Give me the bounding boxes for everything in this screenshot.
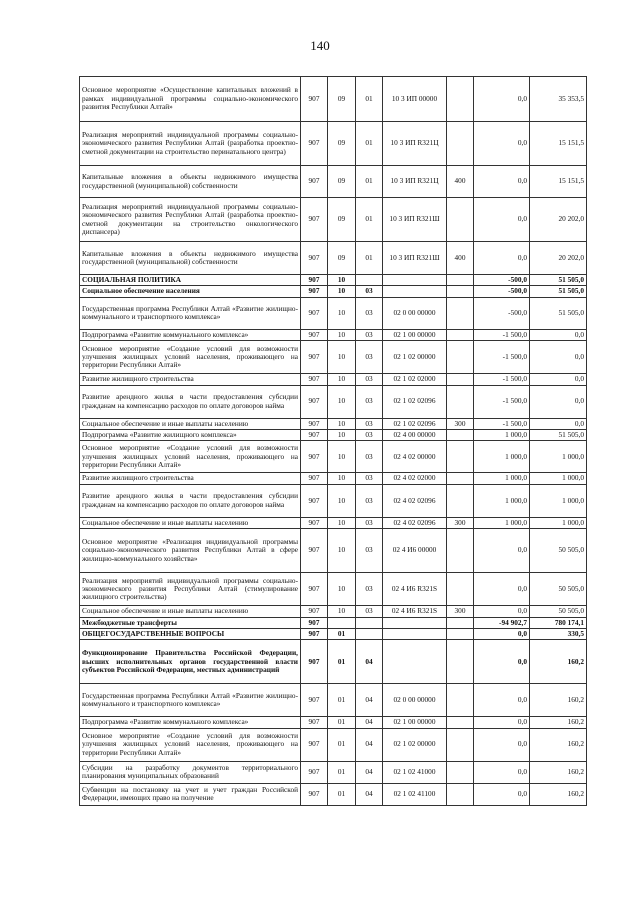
row-name: ОБЩЕГОСУДАРСТВЕННЫЕ ВОПРОСЫ bbox=[80, 628, 301, 639]
target-article: 02 1 02 00000 bbox=[383, 341, 447, 374]
change-amount: -94 902,7 bbox=[474, 617, 530, 628]
section-code: 10 bbox=[328, 341, 356, 374]
admin-code: 907 bbox=[301, 286, 328, 297]
row-name: Капитальные вложения в объекты недвижимого имущества государственной (муниципальной) собственности bbox=[80, 166, 301, 198]
expense-type bbox=[447, 198, 474, 242]
target-article: 02 4 02 02096 bbox=[383, 484, 447, 517]
expense-type bbox=[447, 573, 474, 606]
expense-type bbox=[447, 484, 474, 517]
total-amount: 780 174,1 bbox=[530, 617, 587, 628]
table-row bbox=[80, 684, 587, 717]
target-article: 10 3 ИП R321Ц bbox=[383, 166, 447, 198]
row-name: Реализация мероприятий индивидуальной программы социально-экономического развития Республики Алтай (стимулирование жилищного строительства) bbox=[80, 573, 301, 606]
admin-code: 907 bbox=[301, 529, 328, 573]
admin-code: 907 bbox=[301, 166, 328, 198]
change-amount: 0,0 bbox=[474, 628, 530, 639]
admin-code: 907 bbox=[301, 761, 328, 783]
change-amount: -500,0 bbox=[474, 275, 530, 286]
subsection-code bbox=[356, 617, 383, 628]
table-row bbox=[80, 441, 587, 473]
expense-type bbox=[447, 717, 474, 728]
total-amount: 0,0 bbox=[530, 329, 587, 340]
section-code bbox=[328, 617, 356, 628]
table-row bbox=[80, 783, 587, 805]
admin-code: 907 bbox=[301, 473, 328, 484]
total-amount: 0,0 bbox=[530, 418, 587, 429]
change-amount: 0,0 bbox=[474, 198, 530, 242]
section-code: 10 bbox=[328, 573, 356, 606]
subsection-code: 04 bbox=[356, 684, 383, 717]
admin-code: 907 bbox=[301, 573, 328, 606]
row-name: Социальное обеспечение и иные выплаты населению bbox=[80, 606, 301, 617]
target-article bbox=[383, 640, 447, 684]
row-name: Реализация мероприятий индивидуальной программы социально-экономического развития Республики Алтай (разработка проектно-сметной документации на строительство онкологического диспансера) bbox=[80, 198, 301, 242]
total-amount: 1 000,0 bbox=[530, 517, 587, 528]
target-article: 10 3 ИП R321Ш bbox=[383, 198, 447, 242]
expense-type bbox=[447, 728, 474, 761]
subsection-code: 01 bbox=[356, 77, 383, 122]
expense-type bbox=[447, 529, 474, 573]
row-name: Развитие жилищного строительства bbox=[80, 473, 301, 484]
target-article: 02 4 02 02000 bbox=[383, 473, 447, 484]
table-row bbox=[80, 374, 587, 385]
total-amount: 50 505,0 bbox=[530, 573, 587, 606]
subsection-code: 04 bbox=[356, 717, 383, 728]
section-code: 10 bbox=[328, 517, 356, 528]
table-row bbox=[80, 484, 587, 517]
change-amount: 0,0 bbox=[474, 783, 530, 805]
total-amount: 1 000,0 bbox=[530, 473, 587, 484]
expense-type bbox=[447, 628, 474, 639]
section-code: 10 bbox=[328, 275, 356, 286]
total-amount: 160,2 bbox=[530, 728, 587, 761]
target-article: 02 1 02 00000 bbox=[383, 728, 447, 761]
target-article: 02 1 02 41100 bbox=[383, 783, 447, 805]
admin-code: 907 bbox=[301, 297, 328, 329]
row-name: Основное мероприятие «Реализация индивидуальной программы социально-экономического развития Республики Алтай в сфере жилищно-коммунального хозяйства» bbox=[80, 529, 301, 573]
table-row bbox=[80, 418, 587, 429]
table-row bbox=[80, 275, 587, 286]
row-name: Государственная программа Республики Алтай «Развитие жилищно-коммунального и транспортного комплекса» bbox=[80, 297, 301, 329]
admin-code: 907 bbox=[301, 198, 328, 242]
target-article: 02 1 00 00000 bbox=[383, 717, 447, 728]
expense-type bbox=[447, 297, 474, 329]
section-code: 10 bbox=[328, 429, 356, 440]
row-name: Межбюджетные трансферты bbox=[80, 617, 301, 628]
table-row bbox=[80, 606, 587, 617]
table-row bbox=[80, 617, 587, 628]
row-name: СОЦИАЛЬНАЯ ПОЛИТИКА bbox=[80, 275, 301, 286]
subsection-code: 03 bbox=[356, 374, 383, 385]
change-amount: 0,0 bbox=[474, 242, 530, 275]
row-name: Подпрограмма «Развитие коммунального комплекса» bbox=[80, 717, 301, 728]
target-article: 02 4 02 02096 bbox=[383, 517, 447, 528]
subsection-code bbox=[356, 628, 383, 639]
subsection-code: 03 bbox=[356, 529, 383, 573]
row-name: Развитие арендного жилья в части предоставления субсидии гражданам на компенсацию расходов по оплате договоров найма bbox=[80, 385, 301, 418]
total-amount: 51 505,0 bbox=[530, 286, 587, 297]
row-name: Развитие жилищного строительства bbox=[80, 374, 301, 385]
subsection-code: 01 bbox=[356, 242, 383, 275]
section-code: 09 bbox=[328, 77, 356, 122]
section-code: 09 bbox=[328, 242, 356, 275]
subsection-code: 03 bbox=[356, 341, 383, 374]
table-row bbox=[80, 529, 587, 573]
change-amount: -500,0 bbox=[474, 286, 530, 297]
total-amount: 51 505,0 bbox=[530, 429, 587, 440]
subsection-code: 04 bbox=[356, 761, 383, 783]
change-amount: 1 000,0 bbox=[474, 441, 530, 473]
change-amount: 0,0 bbox=[474, 122, 530, 166]
subsection-code: 04 bbox=[356, 640, 383, 684]
row-name: Субвенции на постановку на учет и учет граждан Российской Федерации, имеющих право на получение bbox=[80, 783, 301, 805]
total-amount: 15 151,5 bbox=[530, 166, 587, 198]
expense-type bbox=[447, 783, 474, 805]
subsection-code: 03 bbox=[356, 473, 383, 484]
section-code: 01 bbox=[328, 783, 356, 805]
admin-code: 907 bbox=[301, 429, 328, 440]
target-article: 10 3 ИП 00000 bbox=[383, 77, 447, 122]
change-amount: 1 000,0 bbox=[474, 517, 530, 528]
expense-type bbox=[447, 429, 474, 440]
expense-type bbox=[447, 341, 474, 374]
section-code: 10 bbox=[328, 441, 356, 473]
row-name: Субсидии на разработку документов территориального планирования муниципальных образований bbox=[80, 761, 301, 783]
subsection-code: 01 bbox=[356, 198, 383, 242]
total-amount: 51 505,0 bbox=[530, 297, 587, 329]
row-name: Реализация мероприятий индивидуальной программы социально-экономического развития Республики Алтай (разработка проектно-сметной документации на строительство перинатального центра) bbox=[80, 122, 301, 166]
change-amount: 0,0 bbox=[474, 77, 530, 122]
target-article: 10 3 ИП R321Ш bbox=[383, 242, 447, 275]
admin-code: 907 bbox=[301, 329, 328, 340]
target-article: 10 3 ИП R321Ц bbox=[383, 122, 447, 166]
admin-code: 907 bbox=[301, 418, 328, 429]
admin-code: 907 bbox=[301, 728, 328, 761]
change-amount: 0,0 bbox=[474, 573, 530, 606]
target-article: 02 1 00 00000 bbox=[383, 329, 447, 340]
table-row bbox=[80, 297, 587, 329]
row-name: Капитальные вложения в объекты недвижимого имущества государственной (муниципальной) собственности bbox=[80, 242, 301, 275]
table-row bbox=[80, 473, 587, 484]
change-amount: 1 000,0 bbox=[474, 429, 530, 440]
expense-type bbox=[447, 77, 474, 122]
subsection-code: 03 bbox=[356, 385, 383, 418]
table-row bbox=[80, 728, 587, 761]
section-code: 10 bbox=[328, 529, 356, 573]
table-body bbox=[80, 77, 587, 806]
change-amount: 0,0 bbox=[474, 606, 530, 617]
table-row bbox=[80, 166, 587, 198]
subsection-code: 03 bbox=[356, 429, 383, 440]
admin-code: 907 bbox=[301, 606, 328, 617]
row-name: Подпрограмма «Развитие коммунального комплекса» bbox=[80, 329, 301, 340]
admin-code: 907 bbox=[301, 242, 328, 275]
target-article bbox=[383, 275, 447, 286]
page-number: 140 bbox=[310, 38, 330, 53]
total-amount: 0,0 bbox=[530, 341, 587, 374]
table-row bbox=[80, 385, 587, 418]
subsection-code: 03 bbox=[356, 606, 383, 617]
section-code: 10 bbox=[328, 473, 356, 484]
target-article: 02 4 И6 R321S bbox=[383, 606, 447, 617]
section-code: 10 bbox=[328, 374, 356, 385]
table-row bbox=[80, 717, 587, 728]
expense-type: 400 bbox=[447, 166, 474, 198]
change-amount: 0,0 bbox=[474, 166, 530, 198]
change-amount: 0,0 bbox=[474, 640, 530, 684]
section-code: 01 bbox=[328, 640, 356, 684]
expense-type bbox=[447, 617, 474, 628]
subsection-code bbox=[356, 275, 383, 286]
admin-code: 907 bbox=[301, 341, 328, 374]
change-amount: -1 500,0 bbox=[474, 374, 530, 385]
expense-type: 300 bbox=[447, 517, 474, 528]
target-article: 02 1 02 02096 bbox=[383, 418, 447, 429]
expense-type bbox=[447, 441, 474, 473]
target-article: 02 0 00 00000 bbox=[383, 297, 447, 329]
subsection-code: 01 bbox=[356, 166, 383, 198]
subsection-code: 03 bbox=[356, 418, 383, 429]
table-row bbox=[80, 429, 587, 440]
admin-code: 907 bbox=[301, 484, 328, 517]
total-amount: 20 202,0 bbox=[530, 242, 587, 275]
table-row bbox=[80, 198, 587, 242]
admin-code: 907 bbox=[301, 717, 328, 728]
section-code: 09 bbox=[328, 122, 356, 166]
subsection-code: 03 bbox=[356, 517, 383, 528]
change-amount: 0,0 bbox=[474, 761, 530, 783]
expense-type bbox=[447, 385, 474, 418]
row-name: Основное мероприятие «Осуществление капитальных вложений в рамках индивидуальной программы социально-экономического развития Республики Алтай» bbox=[80, 77, 301, 122]
target-article: 02 4 И6 R321S bbox=[383, 573, 447, 606]
row-name: Основное мероприятие «Создание условий для возможности улучшения жилищных условий населения, проживающего на территории Республики Алтай» bbox=[80, 341, 301, 374]
expense-type bbox=[447, 329, 474, 340]
expense-type bbox=[447, 761, 474, 783]
admin-code: 907 bbox=[301, 617, 328, 628]
row-name: Развитие арендного жилья в части предоставления субсидии гражданам на компенсацию расходов по оплате договоров найма bbox=[80, 484, 301, 517]
row-name: Основное мероприятие «Создание условий для возможности улучшения жилищных условий населения, проживающего на территории Республики Алтай» bbox=[80, 728, 301, 761]
target-article: 02 4 00 00000 bbox=[383, 429, 447, 440]
row-name: Государственная программа Республики Алтай «Развитие жилищно-коммунального и транспортного комплекса» bbox=[80, 684, 301, 717]
subsection-code: 01 bbox=[356, 122, 383, 166]
total-amount: 160,2 bbox=[530, 783, 587, 805]
section-code: 01 bbox=[328, 761, 356, 783]
table-row bbox=[80, 761, 587, 783]
row-name: Основное мероприятие «Создание условий для возможности улучшения жилищных условий населения, проживающего на территории Республики Алтай» bbox=[80, 441, 301, 473]
table-row bbox=[80, 242, 587, 275]
expense-type: 300 bbox=[447, 606, 474, 617]
section-code: 01 bbox=[328, 728, 356, 761]
target-article bbox=[383, 628, 447, 639]
change-amount: -1 500,0 bbox=[474, 385, 530, 418]
admin-code: 907 bbox=[301, 385, 328, 418]
section-code: 10 bbox=[328, 606, 356, 617]
table-row bbox=[80, 341, 587, 374]
expense-type: 300 bbox=[447, 418, 474, 429]
total-amount: 50 505,0 bbox=[530, 529, 587, 573]
subsection-code: 03 bbox=[356, 441, 383, 473]
section-code: 10 bbox=[328, 297, 356, 329]
change-amount: 0,0 bbox=[474, 728, 530, 761]
target-article bbox=[383, 617, 447, 628]
subsection-code: 03 bbox=[356, 286, 383, 297]
table-row bbox=[80, 286, 587, 297]
section-code: 09 bbox=[328, 166, 356, 198]
table-row bbox=[80, 640, 587, 684]
expense-type: 400 bbox=[447, 242, 474, 275]
total-amount: 160,2 bbox=[530, 717, 587, 728]
section-code: 10 bbox=[328, 329, 356, 340]
total-amount: 20 202,0 bbox=[530, 198, 587, 242]
total-amount: 35 353,5 bbox=[530, 77, 587, 122]
subsection-code: 03 bbox=[356, 573, 383, 606]
admin-code: 907 bbox=[301, 275, 328, 286]
total-amount: 1 000,0 bbox=[530, 441, 587, 473]
total-amount: 0,0 bbox=[530, 385, 587, 418]
section-code: 10 bbox=[328, 385, 356, 418]
subsection-code: 03 bbox=[356, 329, 383, 340]
total-amount: 15 151,5 bbox=[530, 122, 587, 166]
expense-type bbox=[447, 286, 474, 297]
table-row bbox=[80, 628, 587, 639]
expense-type bbox=[447, 374, 474, 385]
expense-type bbox=[447, 275, 474, 286]
target-article: 02 1 02 02000 bbox=[383, 374, 447, 385]
expense-type bbox=[447, 473, 474, 484]
section-code: 09 bbox=[328, 198, 356, 242]
total-amount: 51 505,0 bbox=[530, 275, 587, 286]
expense-type bbox=[447, 684, 474, 717]
row-name: Социальное обеспечение и иные выплаты населению bbox=[80, 517, 301, 528]
change-amount: 0,0 bbox=[474, 529, 530, 573]
change-amount: 1 000,0 bbox=[474, 473, 530, 484]
change-amount: -1 500,0 bbox=[474, 418, 530, 429]
section-code: 01 bbox=[328, 684, 356, 717]
total-amount: 160,2 bbox=[530, 684, 587, 717]
change-amount: -1 500,0 bbox=[474, 341, 530, 374]
admin-code: 907 bbox=[301, 122, 328, 166]
table-row bbox=[80, 122, 587, 166]
table-row bbox=[80, 77, 587, 122]
target-article: 02 1 02 02096 bbox=[383, 385, 447, 418]
change-amount: 0,0 bbox=[474, 717, 530, 728]
admin-code: 907 bbox=[301, 684, 328, 717]
subsection-code: 03 bbox=[356, 484, 383, 517]
row-name: Социальное обеспечение населения bbox=[80, 286, 301, 297]
subsection-code: 03 bbox=[356, 297, 383, 329]
admin-code: 907 bbox=[301, 628, 328, 639]
total-amount: 160,2 bbox=[530, 761, 587, 783]
admin-code: 907 bbox=[301, 517, 328, 528]
section-code: 10 bbox=[328, 418, 356, 429]
total-amount: 50 505,0 bbox=[530, 606, 587, 617]
section-code: 01 bbox=[328, 717, 356, 728]
total-amount: 0,0 bbox=[530, 374, 587, 385]
subsection-code: 04 bbox=[356, 728, 383, 761]
admin-code: 907 bbox=[301, 77, 328, 122]
target-article: 02 0 00 00000 bbox=[383, 684, 447, 717]
budget-table bbox=[79, 76, 587, 806]
change-amount: 0,0 bbox=[474, 684, 530, 717]
section-code: 10 bbox=[328, 484, 356, 517]
admin-code: 907 bbox=[301, 374, 328, 385]
target-article bbox=[383, 286, 447, 297]
target-article: 02 4 И6 00000 bbox=[383, 529, 447, 573]
admin-code: 907 bbox=[301, 783, 328, 805]
expense-type bbox=[447, 122, 474, 166]
change-amount: -500,0 bbox=[474, 297, 530, 329]
table-row bbox=[80, 517, 587, 528]
row-name: Социальное обеспечение и иные выплаты населению bbox=[80, 418, 301, 429]
target-article: 02 4 02 00000 bbox=[383, 441, 447, 473]
total-amount: 330,5 bbox=[530, 628, 587, 639]
total-amount: 160,2 bbox=[530, 640, 587, 684]
table-row bbox=[80, 573, 587, 606]
row-name: Функционирование Правительства Российской Федерации, высших исполнительных органов государственной власти субъектов Российской Федерации, местных администраций bbox=[80, 640, 301, 684]
table-row bbox=[80, 329, 587, 340]
change-amount: -1 500,0 bbox=[474, 329, 530, 340]
change-amount: 1 000,0 bbox=[474, 484, 530, 517]
admin-code: 907 bbox=[301, 441, 328, 473]
subsection-code: 04 bbox=[356, 783, 383, 805]
section-code: 01 bbox=[328, 628, 356, 639]
admin-code: 907 bbox=[301, 640, 328, 684]
expense-type bbox=[447, 640, 474, 684]
row-name: Подпрограмма «Развитие жилищного комплекса» bbox=[80, 429, 301, 440]
section-code: 10 bbox=[328, 286, 356, 297]
total-amount: 1 000,0 bbox=[530, 484, 587, 517]
target-article: 02 1 02 41000 bbox=[383, 761, 447, 783]
